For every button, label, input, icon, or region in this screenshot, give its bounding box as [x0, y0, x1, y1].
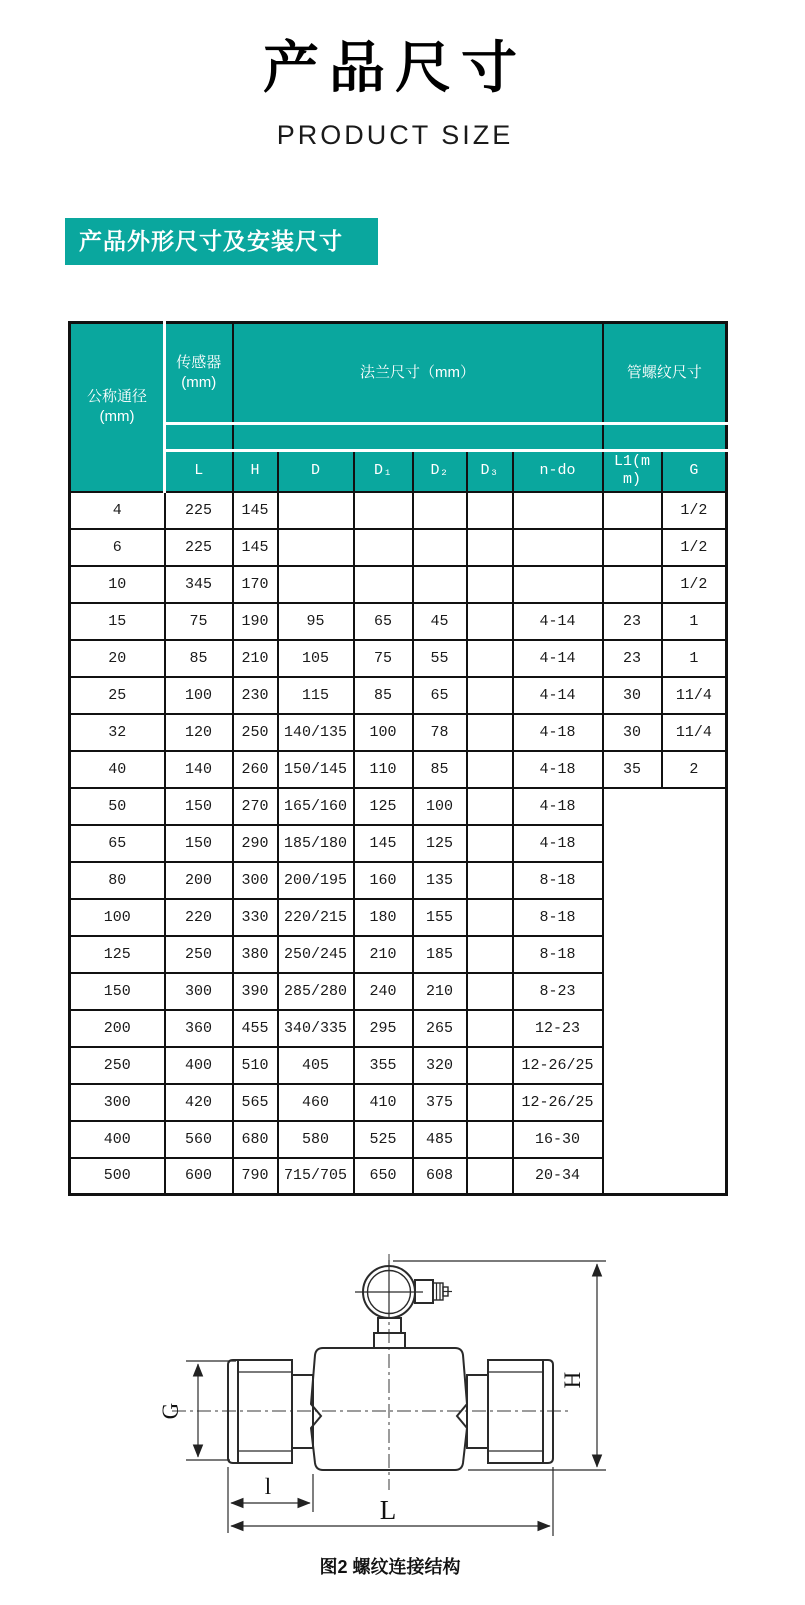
value-cell: 360: [165, 1010, 233, 1047]
nominal-diameter-cell: 300: [70, 1084, 165, 1121]
nominal-diameter-cell: 4: [70, 492, 165, 529]
value-cell: 95: [278, 603, 354, 640]
size-table: [68, 321, 728, 1196]
threaded-connection-diagram: [150, 1220, 660, 1600]
header-sensor: [165, 323, 233, 424]
value-cell: 185/180: [278, 825, 354, 862]
value-cell: 140: [165, 751, 233, 788]
value-cell: 565: [233, 1084, 278, 1121]
value-cell: 345: [165, 566, 233, 603]
table-row: [70, 751, 727, 788]
value-cell: 210: [233, 640, 278, 677]
value-cell: 240: [354, 973, 413, 1010]
sub-header-cell: n-do: [513, 451, 603, 492]
value-cell: 150: [165, 788, 233, 825]
value-cell: 1/2: [662, 529, 727, 566]
value-cell: [467, 1010, 513, 1047]
dimension-label-g: G: [158, 1402, 183, 1420]
figure-caption: 图2 螺纹连接结构: [319, 1557, 461, 1577]
value-cell: [467, 1084, 513, 1121]
value-cell: 180: [354, 899, 413, 936]
value-cell: 260: [233, 751, 278, 788]
value-cell: 225: [165, 529, 233, 566]
value-cell: 11/4: [662, 714, 727, 751]
value-cell: 8-18: [513, 899, 603, 936]
value-cell: 30: [603, 714, 662, 751]
value-cell: [413, 492, 467, 529]
value-cell: 75: [165, 603, 233, 640]
value-cell: 608: [413, 1158, 467, 1195]
value-cell: [513, 566, 603, 603]
value-cell: 400: [165, 1047, 233, 1084]
header-nominal-label: 公称通径: [86, 388, 147, 405]
value-cell: 135: [413, 862, 467, 899]
value-cell: 525: [354, 1121, 413, 1158]
value-cell: [513, 492, 603, 529]
value-cell: [467, 788, 513, 825]
value-cell: 145: [354, 825, 413, 862]
value-cell: 225: [165, 492, 233, 529]
dimension-label-h: H: [560, 1371, 585, 1389]
value-cell: [603, 492, 662, 529]
value-cell: 120: [165, 714, 233, 751]
value-cell: 140/135: [278, 714, 354, 751]
sub-header-cell: D₁: [354, 451, 413, 492]
value-cell: 23: [603, 603, 662, 640]
value-cell: 145: [233, 492, 278, 529]
head-connector-cap: [433, 1283, 443, 1300]
value-cell: [467, 603, 513, 640]
value-cell: 45: [413, 603, 467, 640]
dimension-label-l: l: [264, 1474, 272, 1499]
header-sensor-label: 传感器: [176, 353, 222, 371]
header-spacer: [233, 424, 603, 451]
sub-header-cell: D: [278, 451, 354, 492]
value-cell: 1/2: [662, 566, 727, 603]
value-cell: [467, 936, 513, 973]
value-cell: 485: [413, 1121, 467, 1158]
nominal-diameter-cell: 400: [70, 1121, 165, 1158]
value-cell: 220/215: [278, 899, 354, 936]
value-cell: 4-14: [513, 677, 603, 714]
sub-header-cell: D₂: [413, 451, 467, 492]
nominal-diameter-cell: 250: [70, 1047, 165, 1084]
value-cell: 1/2: [662, 492, 727, 529]
nominal-diameter-cell: 6: [70, 529, 165, 566]
value-cell: [467, 492, 513, 529]
value-cell: 11/4: [662, 677, 727, 714]
sub-header-cell: L1(mm): [603, 451, 662, 492]
value-cell: 250/245: [278, 936, 354, 973]
size-table-header: [70, 323, 727, 492]
value-cell: [467, 640, 513, 677]
value-cell: [278, 492, 354, 529]
value-cell: 4-18: [513, 714, 603, 751]
value-cell: [467, 899, 513, 936]
table-row: [70, 677, 727, 714]
value-cell: 715/705: [278, 1158, 354, 1195]
value-cell: [513, 529, 603, 566]
value-cell: [467, 1158, 513, 1195]
value-cell: [413, 529, 467, 566]
value-cell: 23: [603, 640, 662, 677]
value-cell: 75: [354, 640, 413, 677]
value-cell: [467, 566, 513, 603]
sub-header-cell: L: [165, 451, 233, 492]
table-row: [70, 788, 727, 825]
value-cell: 210: [413, 973, 467, 1010]
value-cell: [467, 714, 513, 751]
value-cell: 150: [165, 825, 233, 862]
header-sensor-unit: (mm): [181, 374, 217, 391]
header-nominal-diameter: [70, 323, 165, 492]
value-cell: 30: [603, 677, 662, 714]
value-cell: 170: [233, 566, 278, 603]
value-cell: 420: [165, 1084, 233, 1121]
value-cell: 115: [278, 677, 354, 714]
nominal-diameter-cell: 150: [70, 973, 165, 1010]
value-cell: [467, 751, 513, 788]
nominal-diameter-cell: 500: [70, 1158, 165, 1195]
nominal-diameter-cell: 80: [70, 862, 165, 899]
table-row: [70, 640, 727, 677]
table-row: [70, 714, 727, 751]
value-cell: 160: [354, 862, 413, 899]
value-cell: [354, 529, 413, 566]
value-cell: 85: [413, 751, 467, 788]
value-cell: 580: [278, 1121, 354, 1158]
value-cell: 125: [354, 788, 413, 825]
value-cell: [467, 529, 513, 566]
table-row: [70, 603, 727, 640]
value-cell: 12-26/25: [513, 1084, 603, 1121]
value-cell: 35: [603, 751, 662, 788]
value-cell: 320: [413, 1047, 467, 1084]
value-cell: [467, 825, 513, 862]
value-cell: [354, 492, 413, 529]
value-cell: 2: [662, 751, 727, 788]
value-cell: 145: [233, 529, 278, 566]
nominal-diameter-cell: 50: [70, 788, 165, 825]
value-cell: 78: [413, 714, 467, 751]
value-cell: 600: [165, 1158, 233, 1195]
sub-header-cell: D₃: [467, 451, 513, 492]
value-cell: 220: [165, 899, 233, 936]
value-cell: 4-18: [513, 788, 603, 825]
value-cell: 270: [233, 788, 278, 825]
figure-drawing: [150, 1220, 660, 1600]
nominal-diameter-cell: 125: [70, 936, 165, 973]
nominal-diameter-cell: 65: [70, 825, 165, 862]
value-cell: 4-18: [513, 751, 603, 788]
value-cell: 250: [233, 714, 278, 751]
value-cell: [467, 862, 513, 899]
value-cell: 1: [662, 603, 727, 640]
page-header: [0, 24, 790, 151]
value-cell: 300: [165, 973, 233, 1010]
value-cell: 340/335: [278, 1010, 354, 1047]
header-spacer: [165, 424, 233, 451]
value-cell: [354, 566, 413, 603]
value-cell: [278, 566, 354, 603]
value-cell: 355: [354, 1047, 413, 1084]
header-spacer: [603, 424, 727, 451]
sub-header-row: [70, 451, 727, 492]
value-cell: 150/145: [278, 751, 354, 788]
section-banner: 产品外形尺寸及安装尺寸: [65, 218, 378, 265]
header-nominal-unit: (mm): [99, 408, 135, 426]
nominal-diameter-cell: 20: [70, 640, 165, 677]
value-cell: 455: [233, 1010, 278, 1047]
value-cell: 4-18: [513, 825, 603, 862]
nominal-diameter-cell: 25: [70, 677, 165, 714]
dimension-label-L: L: [379, 1495, 397, 1525]
value-cell: 510: [233, 1047, 278, 1084]
nominal-diameter-cell: 100: [70, 899, 165, 936]
page-subtitle: PRODUCT SIZE: [276, 120, 514, 150]
value-cell: [278, 529, 354, 566]
value-cell: 330: [233, 899, 278, 936]
value-cell: [467, 973, 513, 1010]
value-cell: 85: [354, 677, 413, 714]
value-cell: 210: [354, 936, 413, 973]
value-cell: 680: [233, 1121, 278, 1158]
nominal-diameter-cell: 10: [70, 566, 165, 603]
value-cell: 125: [413, 825, 467, 862]
value-cell: 295: [354, 1010, 413, 1047]
value-cell: 290: [233, 825, 278, 862]
sub-header-cell: H: [233, 451, 278, 492]
value-cell: 190: [233, 603, 278, 640]
value-cell: 790: [233, 1158, 278, 1195]
value-cell: 85: [165, 640, 233, 677]
value-cell: 1: [662, 640, 727, 677]
value-cell: 8-23: [513, 973, 603, 1010]
value-cell: 460: [278, 1084, 354, 1121]
value-cell: 410: [354, 1084, 413, 1121]
merged-empty-cell: [603, 788, 727, 1195]
value-cell: 300: [233, 862, 278, 899]
nominal-diameter-cell: 15: [70, 603, 165, 640]
value-cell: 380: [233, 936, 278, 973]
value-cell: 4-14: [513, 640, 603, 677]
nominal-diameter-cell: 40: [70, 751, 165, 788]
value-cell: [603, 529, 662, 566]
value-cell: 650: [354, 1158, 413, 1195]
value-cell: 100: [165, 677, 233, 714]
header-flange-size: 法兰尺寸（mm）: [233, 323, 603, 424]
value-cell: [467, 1047, 513, 1084]
value-cell: 12-26/25: [513, 1047, 603, 1084]
value-cell: 200: [165, 862, 233, 899]
value-cell: [603, 566, 662, 603]
table-row: [70, 566, 727, 603]
size-table-body: [70, 492, 727, 1195]
header-pipe-thread-size: 管螺纹尺寸: [603, 323, 727, 424]
value-cell: [413, 566, 467, 603]
value-cell: 250: [165, 936, 233, 973]
value-cell: 390: [233, 973, 278, 1010]
value-cell: 165/160: [278, 788, 354, 825]
value-cell: [467, 1121, 513, 1158]
value-cell: 55: [413, 640, 467, 677]
value-cell: 4-14: [513, 603, 603, 640]
value-cell: 405: [278, 1047, 354, 1084]
value-cell: 8-18: [513, 936, 603, 973]
nominal-diameter-cell: 200: [70, 1010, 165, 1047]
value-cell: 8-18: [513, 862, 603, 899]
sub-header-cell: G: [662, 451, 727, 492]
value-cell: 20-34: [513, 1158, 603, 1195]
value-cell: 16-30: [513, 1121, 603, 1158]
value-cell: 100: [413, 788, 467, 825]
value-cell: 12-23: [513, 1010, 603, 1047]
value-cell: 200/195: [278, 862, 354, 899]
value-cell: 375: [413, 1084, 467, 1121]
value-cell: 560: [165, 1121, 233, 1158]
value-cell: 265: [413, 1010, 467, 1047]
value-cell: 65: [413, 677, 467, 714]
table-row: [70, 492, 727, 529]
nominal-diameter-cell: 32: [70, 714, 165, 751]
value-cell: [467, 677, 513, 714]
value-cell: 230: [233, 677, 278, 714]
table-row: [70, 529, 727, 566]
value-cell: 100: [354, 714, 413, 751]
value-cell: 285/280: [278, 973, 354, 1010]
value-cell: 155: [413, 899, 467, 936]
value-cell: 105: [278, 640, 354, 677]
value-cell: 110: [354, 751, 413, 788]
value-cell: 185: [413, 936, 467, 973]
value-cell: 65: [354, 603, 413, 640]
page-title: 产品尺寸: [263, 36, 527, 99]
